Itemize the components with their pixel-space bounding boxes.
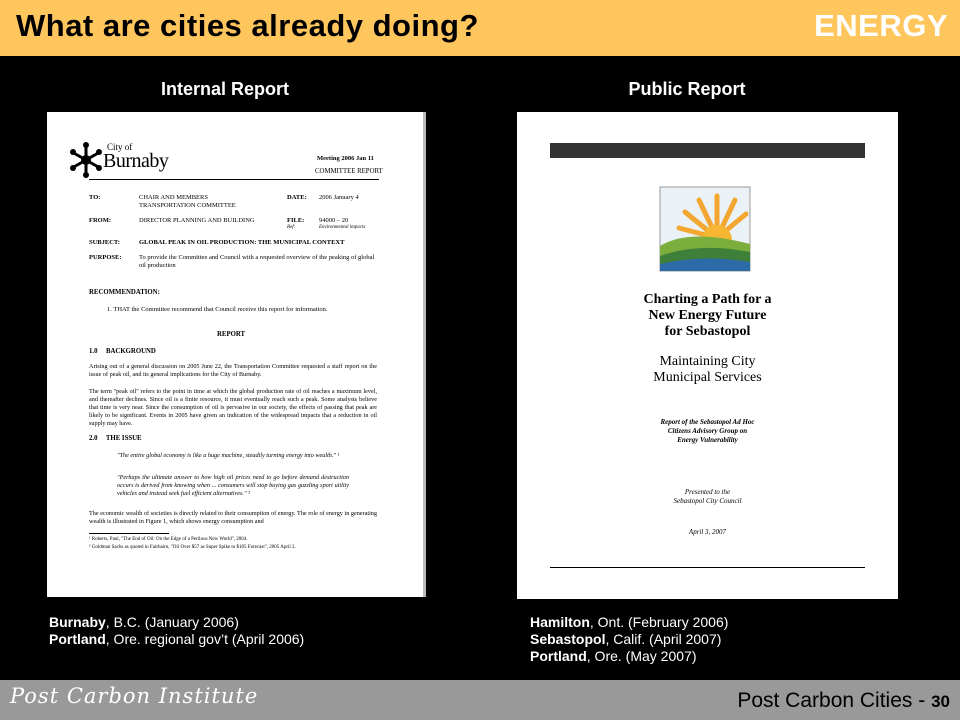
post-carbon-institute-logo: Post Carbon Institute xyxy=(10,684,259,708)
date-label: DATE: xyxy=(287,194,307,201)
caption-burnaby xyxy=(49,614,304,631)
caption-sebastopol xyxy=(530,631,728,648)
caption-detail: , B.C. (January 2006) xyxy=(105,614,239,630)
footer-bar xyxy=(0,680,960,720)
cover-title-line-2: New Energy Future xyxy=(648,308,767,323)
from-value: DIRECTOR PLANNING AND BUILDING xyxy=(139,217,255,224)
caption-detail: , Ont. (February 2006) xyxy=(589,614,729,630)
date-value: 2006 January 4 xyxy=(319,194,359,201)
burnaby-snowflake-logo xyxy=(69,140,103,180)
caption-city: Portland xyxy=(49,631,106,647)
header-rule xyxy=(89,179,379,180)
series-title: Post Carbon Cities - xyxy=(737,689,932,712)
logo-city-of: City of xyxy=(107,142,133,152)
cover-presented-line-2: Sebastopol City Council xyxy=(673,497,742,505)
cover-title xyxy=(517,292,898,340)
cover-desc-line-1: Report of the Sebastopol Ad Hoc xyxy=(660,418,755,426)
logo-burnaby: Burnaby xyxy=(103,150,169,172)
cover-desc-line-2: Citizens Advisory Group on xyxy=(667,427,748,435)
internal-report-document xyxy=(47,112,426,597)
caption-detail: , Ore. (May 2007) xyxy=(586,648,697,664)
recommendation-text: 1. THAT the Committee recommend that Council receive this report for information. xyxy=(107,306,328,313)
background-para-2: The term "peak oil" refers to the point in time at which the global production rate of oil reaches a maximum level, and thereafter declines. Since oil is a finite resource, it must eventually reach such a peak. Some analysts believe that time is very near. Since the consumption of oil is pervasive in our society, the effects of passing that peak are likely to be significant. Events in 2005 have given an indication of the widespread impacts that a reduction in oil supply may have. xyxy=(89,388,377,427)
to-value: CHAIR AND MEMBERS TRANSPORTATION COMMITTEE xyxy=(139,194,236,209)
caption-city: Hamilton xyxy=(530,614,590,630)
background-para-1: Arising out of a general discussion on 2005 June 22, the Transportation Committee requested a staff report on the issue of peak oil, and its general implications for the City of Burnaby. xyxy=(89,363,377,378)
cover-title-line-1: Charting a Path for a xyxy=(643,292,772,307)
caption-detail: , Ore. regional gov’t (April 2006) xyxy=(105,631,305,647)
public-report-heading: Public Report xyxy=(628,79,746,99)
page-number: 30 xyxy=(931,692,950,711)
internal-report-captions xyxy=(49,614,304,648)
cover-description xyxy=(517,418,898,445)
subject-label: SUBJECT: xyxy=(89,239,120,246)
public-report-captions xyxy=(530,614,728,665)
purpose-label: PURPOSE: xyxy=(89,254,122,261)
caption-city: Portland xyxy=(530,648,587,664)
recommendation-heading: RECOMMENDATION: xyxy=(89,289,160,296)
issue-para-1: The economic wealth of societies is directly related to their consumption of energy. The role of energy in generating wealth is illustrated in Figure 1, which shows energy consumption and xyxy=(89,510,377,525)
file-ref-value: Environmental impacts xyxy=(319,225,366,230)
footnote-rule xyxy=(89,533,169,534)
caption-portland-regional xyxy=(49,631,304,648)
caption-city: Burnaby xyxy=(49,614,106,630)
cover-presented xyxy=(517,488,898,506)
issue-quote-1: "The entire global economy is like a huge machine, steadily turning energy into wealth." ¹ xyxy=(117,452,340,459)
caption-hamilton xyxy=(530,614,728,631)
cover-desc-line-3: Energy Vulnerability xyxy=(677,436,738,444)
caption-portland xyxy=(530,648,728,665)
report-type: COMMITTEE REPORT xyxy=(315,168,383,175)
meeting-date: Meeting 2006 Jan 11 xyxy=(317,155,374,162)
sunrise-logo xyxy=(659,186,751,272)
public-report-document xyxy=(517,112,898,599)
title-bar xyxy=(0,0,960,56)
cover-date: April 3, 2007 xyxy=(688,528,727,536)
file-ref-label: Ref: xyxy=(287,225,296,230)
subject-value: GLOBAL PEAK IN OIL PRODUCTION: THE MUNICIPAL CONTEXT xyxy=(139,239,345,246)
purpose-value: To provide the Committee and Council with a requested overview of the peaking of global oil production xyxy=(139,254,375,269)
footer-series xyxy=(737,689,950,713)
issue-quote-2: "Perhaps the ultimate answer to how high oil prices need to go before demand destruction occurs is derived from knowing when ... consumers will stop buying gas guzzling sport utility vehicles and instead seek fuel efficient alternatives." ² xyxy=(117,474,349,497)
caption-detail: , Calif. (April 2007) xyxy=(605,631,722,647)
cover-title-line-3: for Sebastopol xyxy=(664,324,751,339)
file-label: FILE: xyxy=(287,217,305,224)
file-value: 94000 – 20 xyxy=(319,217,349,224)
section-label: ENERGY xyxy=(814,8,948,43)
footnote-2: ² Goldman Sachs as quoted in Fairbairn, "Oil Over $57 as Super Spike to $105 Forecast", 2005 April 2. xyxy=(89,545,296,550)
cover-subtitle xyxy=(517,354,898,386)
to-label: TO: xyxy=(89,194,101,201)
cover-bottom-rule xyxy=(550,567,865,568)
footnote-1: ¹ Roberts, Paul, "The End of Oil: On the Edge of a Perilous New World", 2004. xyxy=(89,537,248,542)
background-heading: 1.0 BACKGROUND xyxy=(89,348,156,355)
caption-city: Sebastopol xyxy=(530,631,606,647)
cover-subtitle-line-1: Maintaining City xyxy=(659,354,756,369)
cover-top-bar xyxy=(550,143,865,158)
from-label: FROM: xyxy=(89,217,112,224)
cover-presented-line-1: Presented to the xyxy=(684,488,731,496)
report-heading: REPORT xyxy=(217,331,246,338)
cover-subtitle-line-2: Municipal Services xyxy=(653,370,762,385)
issue-heading: 2.0 THE ISSUE xyxy=(89,435,142,442)
slide-title: What are cities already doing? xyxy=(16,8,479,43)
internal-report-heading: Internal Report xyxy=(160,79,289,99)
